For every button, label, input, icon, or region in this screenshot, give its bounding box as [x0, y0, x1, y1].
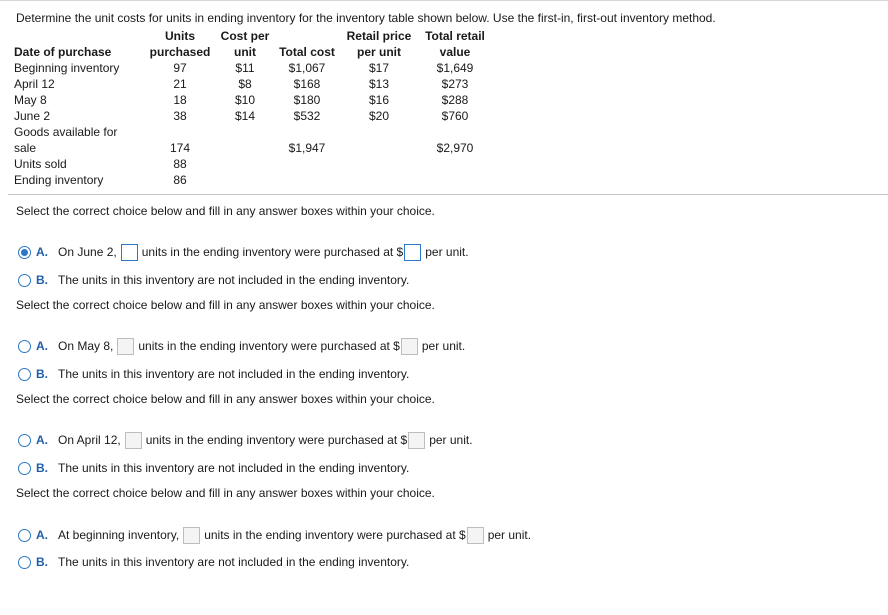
choice-text: units in the ending inventory were purchased at $	[145, 433, 408, 447]
choice-text: The units in this inventory are not included in the ending inventory.	[58, 555, 410, 569]
instruction-text: Select the correct choice below and fill in any answer boxes within your choice.	[16, 392, 435, 406]
header-cell: Retail price	[346, 29, 412, 43]
table-row	[14, 108, 490, 124]
choice-b-june[interactable]	[18, 270, 409, 290]
choice-letter: A.	[36, 528, 48, 542]
price-answer-box[interactable]	[401, 338, 418, 355]
radio-button[interactable]	[18, 529, 31, 542]
choice-a-beginning[interactable]	[18, 525, 531, 545]
choice-text: On June 2,	[58, 245, 117, 259]
table-row	[14, 60, 490, 76]
table-row-units-sold	[14, 156, 490, 172]
choice-letter: B.	[36, 461, 48, 475]
header-cell: Total cost	[279, 45, 335, 59]
choice-letter: B.	[36, 273, 48, 287]
inventory-table	[14, 28, 490, 188]
table-cell: $10	[234, 93, 256, 107]
instruction-text: Select the correct choice below and fill in any answer boxes within your choice.	[16, 486, 435, 500]
table-cell: $168	[293, 77, 321, 91]
price-answer-box[interactable]	[404, 244, 421, 261]
table-cell: $8	[238, 77, 252, 91]
table-cell: 88	[173, 157, 187, 171]
table-cell: $273	[441, 77, 469, 91]
table-cell: $1,067	[288, 61, 326, 75]
header-cell	[14, 28, 146, 44]
radio-button[interactable]	[18, 368, 31, 381]
top-border	[0, 0, 888, 1]
table-header-row-top	[14, 28, 490, 44]
instruction-text: Select the correct choice below and fill in any answer boxes within your choice.	[16, 204, 435, 218]
radio-button[interactable]	[18, 556, 31, 569]
choice-text: units in the ending inventory were purchased at $	[204, 528, 466, 542]
table-cell: Ending inventory	[14, 173, 104, 187]
table-cell: 86	[173, 173, 187, 187]
choice-text: On May 8,	[58, 339, 114, 353]
instruction-text: Select the correct choice below and fill in any answer boxes within your choice.	[16, 298, 435, 312]
table-row	[14, 76, 490, 92]
table-cell: $11	[235, 61, 255, 75]
table-cell: Goods available for	[14, 125, 118, 139]
choice-b-april[interactable]	[18, 458, 409, 478]
choice-letter: A.	[36, 245, 48, 259]
header-cell: Date of purchase	[14, 45, 112, 59]
choice-text: The units in this inventory are not included in the ending inventory.	[58, 273, 410, 287]
units-answer-box[interactable]	[183, 527, 200, 544]
choice-text: At beginning inventory,	[58, 528, 180, 542]
table-cell: $760	[441, 109, 469, 123]
choice-b-beginning[interactable]	[18, 552, 409, 572]
choice-letter: A.	[36, 433, 48, 447]
header-cell: Total retail	[425, 29, 485, 43]
choice-b-may[interactable]	[18, 364, 409, 384]
header-cell: value	[439, 45, 471, 59]
table-cell: Units sold	[14, 157, 67, 171]
choice-a-june[interactable]	[18, 242, 469, 262]
choice-text: The units in this inventory are not included in the ending inventory.	[58, 461, 410, 475]
table-cell: 38	[173, 109, 187, 123]
radio-button-selected[interactable]	[18, 246, 31, 259]
question-prompt: Determine the unit costs for units in ending inventory for the inventory table shown below. Use the first-in, first-out inventory method.	[16, 11, 716, 25]
choice-text: On April 12,	[58, 433, 121, 447]
table-cell: $14	[234, 109, 256, 123]
header-cell: purchased	[149, 45, 211, 59]
table-row	[14, 92, 490, 108]
radio-button[interactable]	[18, 434, 31, 447]
header-cell: unit	[234, 45, 256, 59]
units-answer-box[interactable]	[125, 432, 142, 449]
header-cell	[276, 28, 338, 44]
choice-text: per unit.	[425, 245, 469, 259]
choice-text: per unit.	[421, 339, 466, 353]
choice-text: The units in this inventory are not included in the ending inventory.	[58, 367, 410, 381]
table-cell: $2,970	[436, 141, 474, 155]
units-answer-box[interactable]	[121, 244, 138, 261]
choice-text: per unit.	[487, 528, 532, 542]
table-cell: 174	[169, 141, 191, 155]
table-header-row-bottom	[14, 44, 490, 60]
table-cell: $1,947	[288, 141, 326, 155]
radio-button[interactable]	[18, 462, 31, 475]
section-divider	[8, 194, 888, 195]
table-cell: $288	[441, 93, 469, 107]
table-cell: May 8	[14, 93, 47, 107]
choice-letter: A.	[36, 339, 48, 353]
header-cell: Cost per	[220, 29, 270, 43]
header-cell: per unit	[357, 45, 401, 59]
table-cell: $17	[368, 61, 390, 75]
price-answer-box[interactable]	[467, 527, 484, 544]
choice-a-may[interactable]	[18, 336, 465, 356]
choice-text: units in the ending inventory were purchased at $	[138, 339, 400, 353]
radio-button[interactable]	[18, 274, 31, 287]
table-cell: $16	[368, 93, 390, 107]
table-cell: $180	[293, 93, 321, 107]
choice-letter: B.	[36, 555, 48, 569]
price-answer-box[interactable]	[408, 432, 425, 449]
table-row-ending-inventory	[14, 172, 490, 188]
table-cell: Beginning inventory	[14, 61, 120, 75]
table-cell: June 2	[14, 109, 51, 123]
table-cell: sale	[14, 141, 37, 155]
radio-button[interactable]	[18, 340, 31, 353]
units-answer-box[interactable]	[117, 338, 134, 355]
choice-a-april[interactable]	[18, 430, 473, 450]
table-row-goods-available	[14, 140, 490, 156]
choice-text: per unit.	[429, 433, 473, 447]
table-cell: $20	[368, 109, 390, 123]
choice-text: units in the ending inventory were purchased at $	[141, 245, 404, 259]
table-cell: 97	[173, 61, 187, 75]
table-row-goods-label	[14, 124, 490, 140]
table-cell: $532	[293, 109, 321, 123]
header-cell: Units	[165, 29, 195, 43]
table-cell: $13	[368, 77, 390, 91]
table-cell: $1,649	[436, 61, 474, 75]
table-cell: 18	[173, 93, 187, 107]
table-cell: 21	[173, 77, 187, 91]
table-cell: April 12	[14, 77, 55, 91]
choice-letter: B.	[36, 367, 48, 381]
